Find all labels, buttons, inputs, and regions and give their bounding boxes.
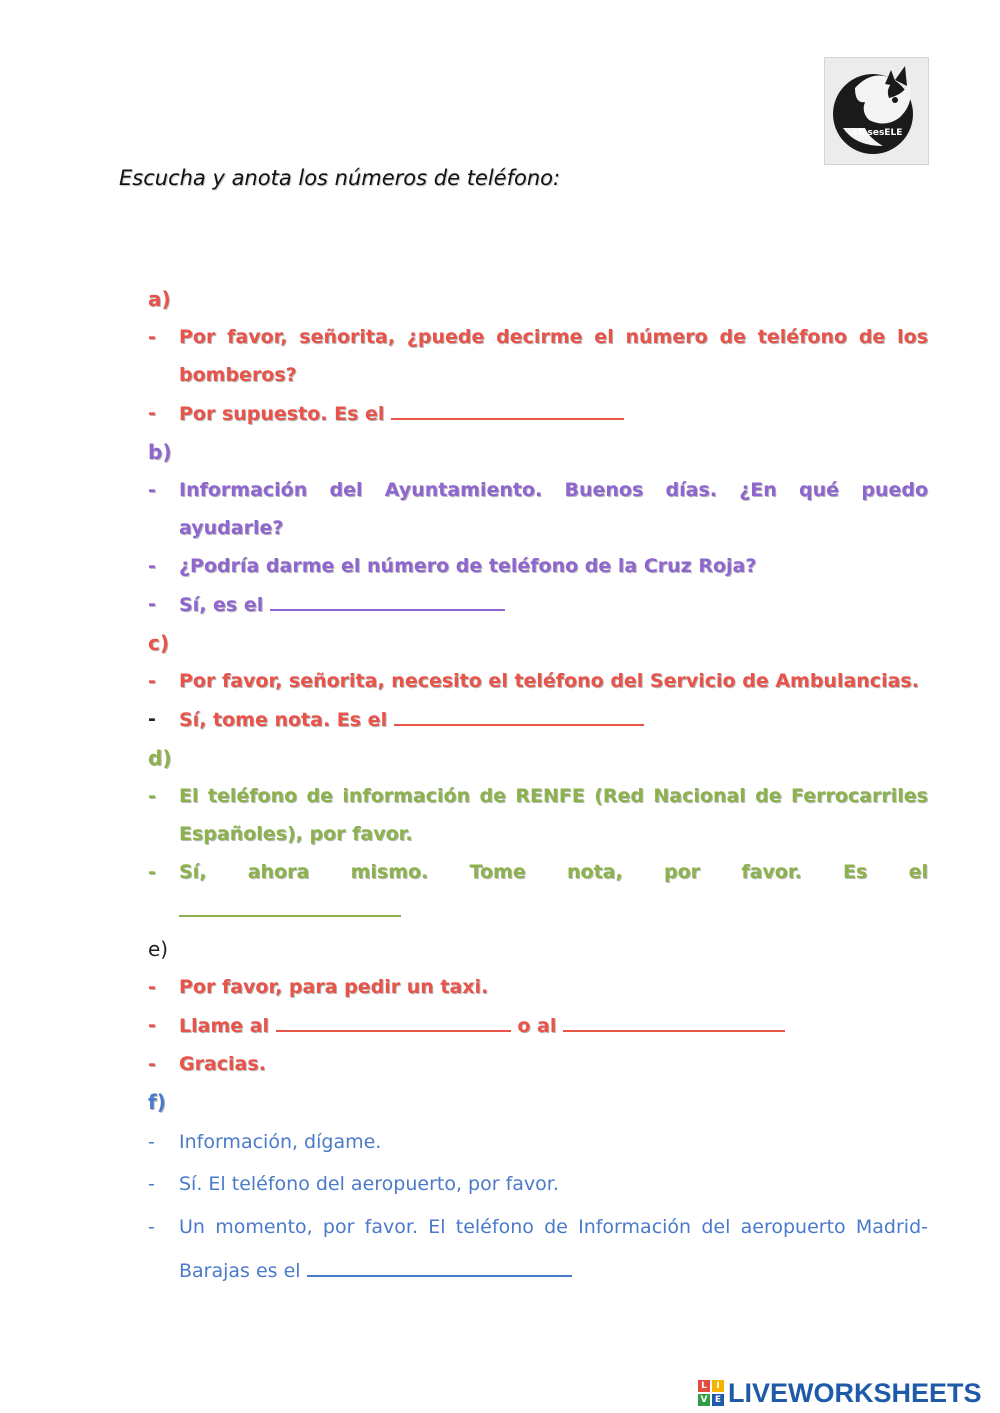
- line-text: Información, dígame.: [179, 1131, 382, 1153]
- answer-blank[interactable]: [391, 394, 624, 420]
- line-text: Por favor, señorita, necesito el teléfono del Servicio de Ambulancias.: [179, 670, 919, 692]
- dialog-line: [148, 777, 928, 853]
- section-label: b): [148, 440, 172, 464]
- dash: -: [148, 1014, 156, 1036]
- section-label: a): [148, 287, 171, 311]
- line-text: Por favor, para pedir un taxi.: [179, 976, 489, 998]
- answer-blank[interactable]: [563, 1006, 785, 1032]
- dialog-line: [148, 471, 928, 547]
- badge-letter: E: [712, 1394, 724, 1406]
- dialog-line: [148, 1045, 928, 1083]
- answer-blank[interactable]: [270, 585, 505, 611]
- section-label: c): [148, 631, 169, 655]
- section-d: [148, 739, 928, 930]
- brand-badge-icon: [698, 1380, 724, 1406]
- logo-text: clasesELE: [853, 128, 903, 138]
- dash: -: [148, 555, 156, 577]
- line-text: El teléfono de información de RENFE (Red Nacional de Ferrocarriles Españoles), por favor.: [179, 785, 928, 845]
- section-c: [148, 624, 928, 739]
- line-text: Sí, tome nota. Es el: [179, 709, 388, 731]
- dash: -: [148, 861, 156, 883]
- dialog-line: [148, 662, 928, 700]
- dash: -: [148, 1216, 155, 1238]
- liveworksheets-brand: [698, 1378, 982, 1408]
- answer-blank[interactable]: [179, 891, 401, 917]
- badge-letter: I: [712, 1380, 724, 1392]
- dash: -: [148, 670, 156, 692]
- line-text: Llame al: [179, 1015, 270, 1037]
- clasesele-logo: [824, 57, 929, 165]
- dialog-line: [148, 700, 928, 739]
- dash: -: [148, 1173, 155, 1195]
- dialog-line: [148, 1121, 928, 1163]
- dialog-line: [148, 318, 928, 394]
- line-text: o al: [517, 1015, 557, 1037]
- dash: -: [148, 785, 156, 807]
- dialog-line: [148, 585, 928, 624]
- section-f: [148, 1083, 928, 1293]
- dialog-line: [148, 1163, 928, 1205]
- section-label: d): [148, 746, 172, 770]
- badge-letter: V: [698, 1394, 710, 1406]
- line-text: Gracias.: [179, 1053, 266, 1075]
- line-text: Sí, ahora mismo. Tome nota, por favor. Es el: [179, 861, 928, 883]
- section-b: [148, 433, 928, 624]
- badge-letter: L: [698, 1380, 710, 1392]
- line-text: Un momento, por favor. El teléfono de Información del aeropuerto Madrid-Barajas es el: [179, 1216, 928, 1282]
- dialog-line: [148, 547, 928, 585]
- dialog-line: [148, 968, 928, 1006]
- section-a: [148, 280, 928, 433]
- answer-blank[interactable]: [394, 700, 644, 726]
- dash: -: [148, 1131, 155, 1153]
- line-text: ¿Podría darme el número de teléfono de la Cruz Roja?: [179, 555, 757, 577]
- line-text: Información del Ayuntamiento. Buenos días. ¿En qué puedo ayudarle?: [179, 479, 928, 539]
- dash: -: [148, 593, 156, 615]
- dash: -: [148, 326, 156, 348]
- line-text: Por supuesto. Es el: [179, 403, 385, 425]
- dialog-line: [148, 394, 928, 433]
- line-text: Sí, es el: [179, 594, 264, 616]
- dialog-line: [148, 1205, 928, 1293]
- answer-blank[interactable]: [307, 1251, 572, 1277]
- line-text: Sí. El teléfono del aeropuerto, por favor.: [179, 1173, 559, 1195]
- answer-blank[interactable]: [276, 1006, 511, 1032]
- dash: -: [148, 479, 156, 501]
- dialog-line: [148, 853, 928, 930]
- dash: -: [148, 708, 156, 730]
- line-text: Por favor, señorita, ¿puede decirme el número de teléfono de los bomberos?: [179, 326, 928, 386]
- dash: -: [148, 1053, 156, 1075]
- brand-text: LIVEWORKSHEETS: [728, 1377, 982, 1408]
- instruction-heading: Escucha y anota los números de teléfono:: [119, 166, 561, 190]
- dialog-line: [148, 1006, 928, 1045]
- dash: -: [148, 976, 156, 998]
- section-label: e): [148, 937, 169, 961]
- dash: -: [148, 402, 156, 424]
- fox-logo-icon: [825, 58, 928, 164]
- worksheet-body: [148, 280, 928, 1293]
- section-label: f): [148, 1090, 166, 1114]
- section-e: [148, 930, 928, 1083]
